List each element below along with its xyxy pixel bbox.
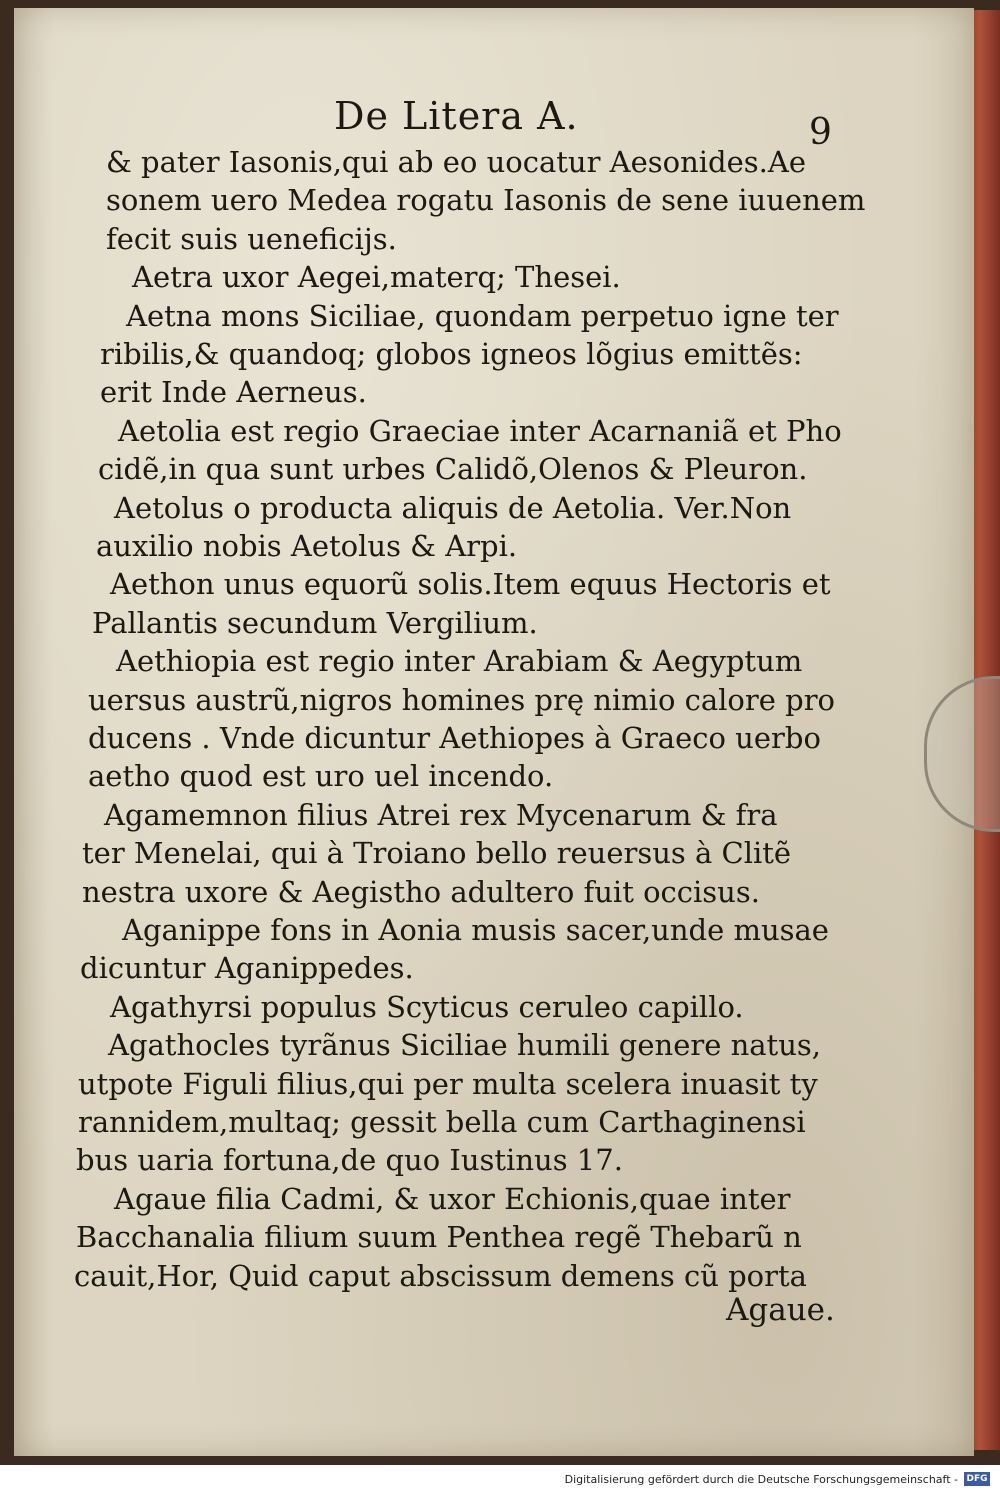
text-line: uersus austrũ,nigros homines prę nimio calore pro bbox=[88, 683, 836, 717]
text-line: utpote Figuli filius,qui per multa scelera inuasit ty bbox=[78, 1067, 818, 1101]
text-line: auxilio nobis Aetolus & Arpi. bbox=[96, 529, 518, 563]
running-title: De Litera A. bbox=[334, 94, 579, 138]
text-line: Agathyrsi populus Scyticus ceruleo capillo. bbox=[110, 990, 744, 1024]
text-line: cidẽ,in qua sunt urbes Calidõ,Olenos & Pleuron. bbox=[98, 452, 808, 486]
text-line: Agaue filia Cadmi, & uxor Echionis,quae inter bbox=[114, 1182, 791, 1216]
text-line: & pater Iasonis,qui ab eo uocatur Aesonides.Ae bbox=[106, 145, 806, 179]
text-line: Agamemnon filius Atrei rex Mycenarum & fra bbox=[104, 798, 778, 832]
text-line: sonem uero Medea rogatu Iasonis de sene iuuenem bbox=[106, 183, 866, 217]
text-line: ribilis,& quandoq; globos igneos lõgius emittẽs: bbox=[100, 337, 803, 371]
text-line: Aganippe fons in Aonia musis sacer,unde musae bbox=[122, 913, 829, 947]
text-line: cauit,Hor, Quid caput abscissum demens cũ porta bbox=[74, 1259, 807, 1293]
text-line: Aetra uxor Aegei,materq; Thesei. bbox=[132, 260, 621, 294]
text-line: erit Inde Aerneus. bbox=[100, 375, 367, 409]
text-line: Aetna mons Siciliae, quondam perpetuo igne ter bbox=[126, 299, 839, 333]
text-line: rannidem,multaq; gessit bella cum Carthaginensi bbox=[78, 1105, 806, 1139]
catchword: Agaue. bbox=[726, 1292, 835, 1328]
page-number: 9 bbox=[809, 112, 832, 153]
text-line: Agathocles tyrãnus Siciliae humili genere natus, bbox=[108, 1028, 821, 1062]
text-line: Aetolia est regio Graeciae inter Acarnaniã et Pho bbox=[118, 414, 842, 448]
funding-credit: Digitalisierung gefördert durch die Deutsche Forschungsgemeinschaft - bbox=[564, 1473, 958, 1486]
text-line: Bacchanalia filium suum Penthea regẽ Thebarũ n bbox=[76, 1220, 802, 1254]
text-line: Aethiopia est regio inter Arabiam & Aegyptum bbox=[116, 644, 803, 678]
book-page bbox=[14, 8, 974, 1456]
footer-bar bbox=[0, 1465, 1000, 1495]
text-line: fecit suis ueneficijs. bbox=[106, 222, 397, 256]
text-line: bus uaria fortuna,de quo Iustinus 17. bbox=[76, 1143, 623, 1177]
text-line: ducens . Vnde dicuntur Aethiopes à Graeco uerbo bbox=[88, 721, 821, 755]
dfg-logo: DFG bbox=[964, 1472, 990, 1486]
text-line: Aetolus o producta aliquis de Aetolia. Ver.Non bbox=[114, 491, 792, 525]
text-line: ter Menelai, qui à Troiano bello reuersus à Clitẽ bbox=[82, 836, 792, 870]
text-line: Aethon unus equorũ solis.Item equus Hectoris et bbox=[110, 567, 831, 601]
text-line: Pallantis secundum Vergilium. bbox=[92, 606, 538, 640]
text-line: nestra uxore & Aegistho adultero fuit occisus. bbox=[82, 875, 760, 909]
text-line: dicuntur Aganippedes. bbox=[80, 951, 414, 985]
page-text-block bbox=[14, 8, 974, 1456]
text-line: aetho quod est uro uel incendo. bbox=[88, 759, 554, 793]
